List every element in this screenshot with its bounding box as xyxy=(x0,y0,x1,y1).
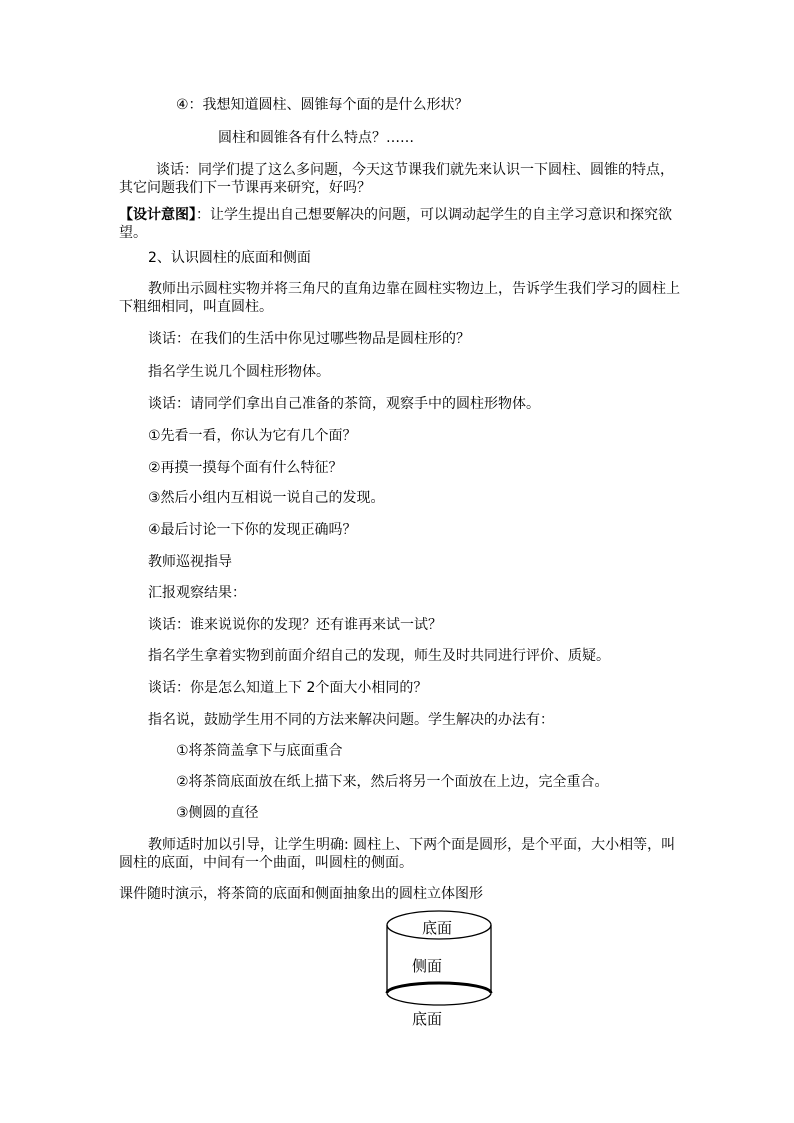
question-4: ④：我想知道圆柱、圆锥每个面的是什么形状？ xyxy=(176,97,469,113)
step-1: ①先看一看，你认为它有几个面？ xyxy=(148,428,357,444)
courseware-demo: 课件随时演示，将茶筒的底面和侧面抽象出的圆柱立体图形 xyxy=(119,886,483,902)
talk-3: 谈话：请同学们拿出自己准备的茶筒，观察手中的圆柱形物体。 xyxy=(148,396,540,412)
cylinder-side-label: 侧面 xyxy=(412,957,443,975)
talk-4: 谈话：谁来说说你的发现？还有谁再来试一试？ xyxy=(148,617,442,633)
step-4: ④最后讨论一下你的发现正确吗？ xyxy=(148,522,357,538)
method-2: ②将茶筒底面放在纸上描下来，然后将另一个面放在上边，完全重合。 xyxy=(176,774,609,790)
teacher-patrol: 教师巡视指导 xyxy=(148,554,232,570)
talk-1-line-1: 谈话：同学们提了这么多问题，今天这节课我们就先来认识一下圆柱、圆锥的特点， xyxy=(156,162,674,178)
cylinder-bottom-front xyxy=(387,993,491,1005)
cylinder-bottom-label: 底面 xyxy=(412,1010,443,1028)
name-students-3: 指名说，鼓励学生用不同的方法来解决问题。学生解决的办法有： xyxy=(148,712,554,728)
question-5: 圆柱和圆锥各有什么特点？…… xyxy=(218,130,414,146)
name-students-1: 指名学生说几个圆柱形物体。 xyxy=(148,364,330,380)
name-students-2: 指名学生拿着实物到前面介绍自己的发现，师生及时共同进行评价、质疑。 xyxy=(148,648,610,664)
talk-1-line-2: 其它问题我们下一节课再来研究，好吗？ xyxy=(119,180,371,196)
teacher-guide-line-1: 教师适时加以引导，让学生明确: 圆柱上、下两个面是圆形，是个平面，大小相等，叫 xyxy=(148,837,676,853)
step-2: ②再摸一摸每个面有什么特征？ xyxy=(148,460,343,476)
method-1: ①将茶筒盖拿下与底面重合 xyxy=(176,743,343,759)
report-results: 汇报观察结果： xyxy=(148,585,246,601)
cylinder-figure xyxy=(384,908,494,1028)
design-intent-label: 【设计意图】 xyxy=(119,207,196,223)
design-intent-line-1 xyxy=(119,206,672,224)
talk-5: 谈话：你是怎么知道上下 2个面大小相同的？ xyxy=(148,680,428,696)
section-2-heading: 2、认识圆柱的底面和侧面 xyxy=(148,250,311,266)
teacher-demo-line-2: 下粗细相同，叫直圆柱。 xyxy=(119,299,273,315)
design-intent-text: ：让学生提出自己想要解决的问题，可以调动起学生的自主学习意识和探究欲 xyxy=(196,207,672,223)
design-intent-line-2: 望。 xyxy=(119,225,147,241)
cylinder-bottom-back xyxy=(387,983,491,993)
step-3: ③然后小组内互相说一说自己的发现。 xyxy=(148,490,385,506)
talk-2: 谈话：在我们的生活中你见过哪些物品是圆柱形的？ xyxy=(148,331,470,347)
teacher-demo-line-1: 教师出示圆柱实物并将三角尺的直角边靠在圆柱实物边上，告诉学生我们学习的圆柱上 xyxy=(148,281,680,297)
cylinder-top-label: 底面 xyxy=(422,919,453,937)
teacher-guide-line-2: 圆柱的底面，中间有一个曲面，叫圆柱的侧面。 xyxy=(119,855,413,871)
method-3: ③侧圆的直径 xyxy=(176,805,259,821)
